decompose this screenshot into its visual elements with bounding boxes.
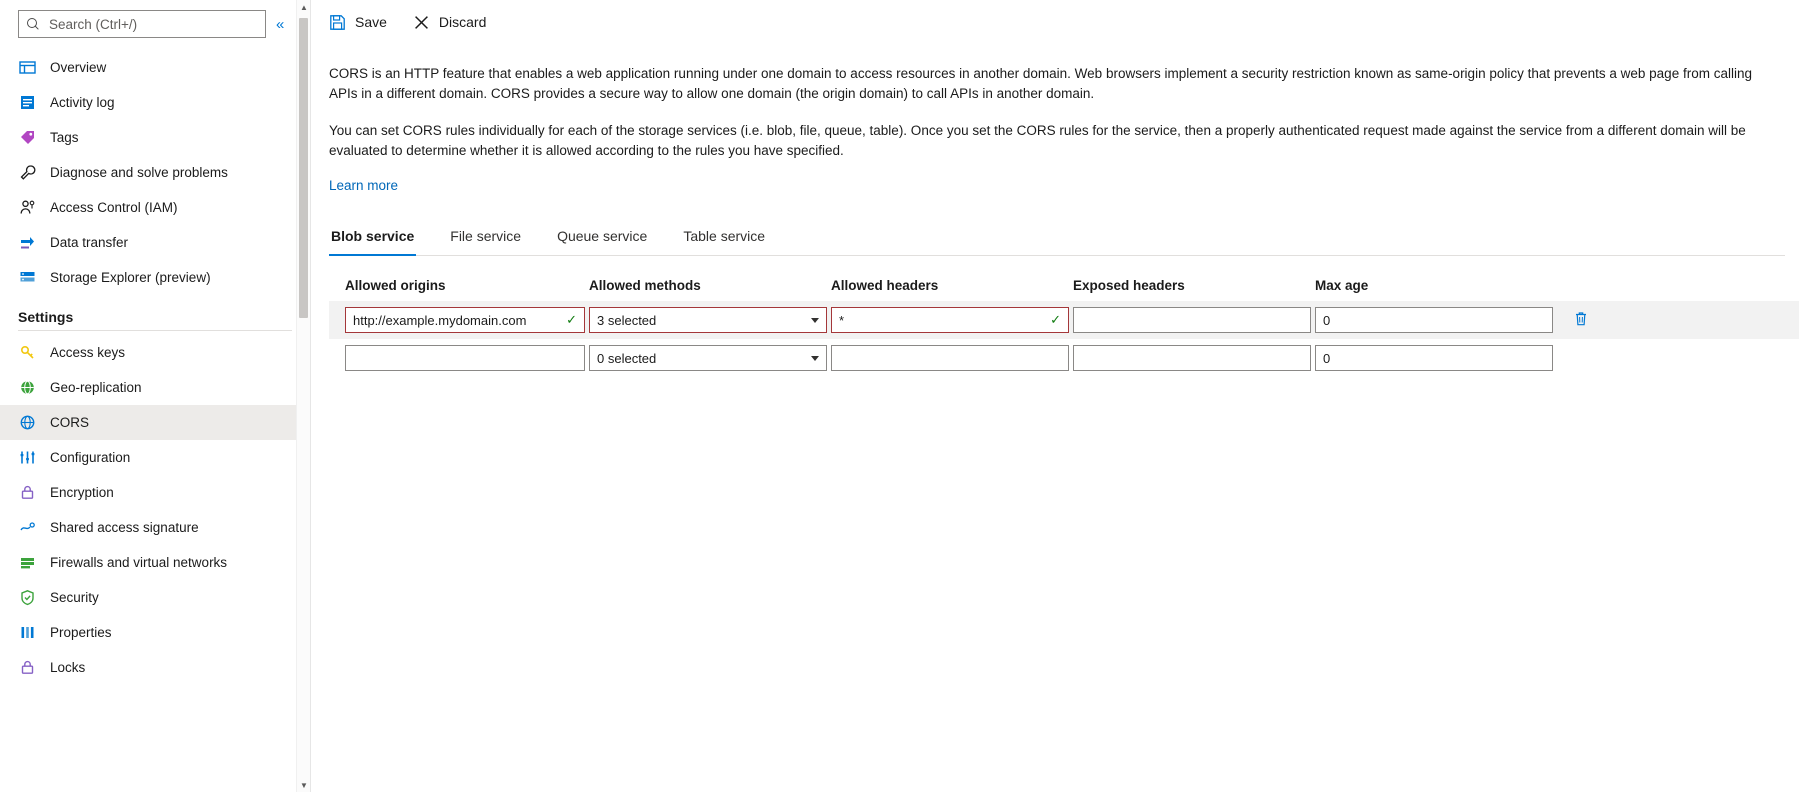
sidebar-item-diagnose-and-solve-problems[interactable] [0, 155, 310, 190]
sidebar-item-label: Shared access signature [50, 520, 199, 535]
sidebar-item-geo-replication[interactable] [0, 370, 310, 405]
tab-label: Queue service [557, 228, 648, 244]
cell-allowed-methods [589, 307, 827, 333]
sidebar-item-access-keys[interactable] [0, 335, 310, 370]
cell-max-age [1315, 345, 1553, 371]
delete-icon[interactable] [1573, 310, 1589, 330]
sidebar-item-label: Overview [50, 60, 107, 75]
table-row [329, 301, 1799, 339]
cell-exposed-headers [1073, 307, 1311, 333]
tab-blob-service[interactable] [329, 222, 416, 255]
tab-table-service[interactable] [681, 222, 767, 255]
scroll-down-icon[interactable]: ▼ [300, 780, 308, 790]
tab-label: File service [450, 228, 522, 244]
search-box[interactable] [18, 10, 266, 38]
sidebar-item-label: Storage Explorer (preview) [50, 270, 211, 285]
sidebar-item-label: Locks [50, 660, 86, 675]
activity-log-icon [18, 93, 37, 112]
service-tabs [329, 222, 1785, 256]
column-header-max-age: Max age [1315, 278, 1369, 293]
sidebar-item-access-control-iam[interactable] [0, 190, 310, 225]
column-header-exposed-headers: Exposed headers [1073, 278, 1185, 293]
chevron-down-icon [811, 318, 819, 323]
tab-file-service[interactable] [448, 222, 523, 255]
max-age-input[interactable] [1315, 345, 1553, 371]
sidebar-item-label: Configuration [50, 450, 131, 465]
sidebar-section-settings-title: Settings [18, 309, 74, 325]
column-header-allowed-methods: Allowed methods [589, 278, 701, 293]
lock-closed-icon [18, 658, 37, 677]
sidebar-search-row [0, 0, 310, 46]
sidebar-item-firewalls-and-virtual-networks[interactable] [0, 545, 310, 580]
discard-button[interactable] [413, 14, 486, 31]
sidebar-item-properties[interactable] [0, 615, 310, 650]
cell-allowed-origins [345, 345, 585, 371]
cell-allowed-origins [345, 307, 585, 333]
sidebar-item-label: Tags [50, 130, 79, 145]
shield-icon [18, 588, 37, 607]
command-bar [311, 0, 1810, 44]
sidebar-item-cors[interactable] [0, 405, 310, 440]
sidebar-item-tags[interactable] [0, 120, 310, 155]
cell-delete [1561, 310, 1601, 330]
storage-explorer-icon [18, 268, 37, 287]
exposed-headers-input[interactable] [1073, 345, 1311, 371]
signature-icon [18, 518, 37, 537]
sidebar-item-shared-access-signature[interactable] [0, 510, 310, 545]
column-header-allowed-headers: Allowed headers [831, 278, 939, 293]
allowed-headers-value: * [839, 312, 845, 328]
sidebar-item-label: Firewalls and virtual networks [50, 555, 228, 570]
sidebar-divider [18, 330, 292, 331]
close-icon [413, 14, 430, 31]
collapse-sidebar-button[interactable]: « [276, 15, 285, 33]
sliders-icon [18, 448, 37, 467]
tags-icon [18, 128, 37, 147]
sidebar-item-label: Security [50, 590, 99, 605]
sidebar-scrollbar[interactable] [296, 0, 310, 792]
sidebar-item-encryption[interactable] [0, 475, 310, 510]
key-icon [18, 343, 37, 362]
allowed-origins-input[interactable] [345, 307, 585, 333]
tab-label: Table service [683, 228, 766, 244]
sidebar-item-label: Access Control (IAM) [50, 200, 178, 215]
column-header-allowed-origins: Allowed origins [345, 278, 446, 293]
learn-more-link[interactable]: Learn more [329, 178, 399, 193]
allowed-headers-input[interactable] [831, 307, 1069, 333]
cors-description-paragraph-2: You can set CORS rules individually for each of the storage services (i.e. blob, file, queue, table). Once you set the CORS rules for the service, then a properly authenticated request made against the service from a different domain will be evaluated to determine whether it is allowed according to the rules you have specified. [329, 123, 1746, 158]
tab-queue-service[interactable] [555, 222, 649, 255]
cell-allowed-headers [831, 345, 1069, 371]
sidebar-item-activity-log[interactable] [0, 85, 310, 120]
scroll-up-icon[interactable]: ▲ [300, 2, 308, 12]
globe-icon [18, 378, 37, 397]
allowed-origins-value: http://example.mydomain.com [353, 312, 527, 328]
allowed-origins-input[interactable] [345, 345, 585, 371]
sidebar-item-data-transfer[interactable] [0, 225, 310, 260]
sidebar-item-locks[interactable] [0, 650, 310, 685]
table-header-row [329, 278, 1799, 301]
valid-check-icon: ✓ [566, 312, 577, 327]
sidebar-item-label: Access keys [50, 345, 126, 360]
sidebar-nav-settings [0, 335, 310, 685]
sidebar-item-label: CORS [50, 415, 90, 430]
properties-icon [18, 623, 37, 642]
lock-icon [18, 483, 37, 502]
allowed-methods-value: 3 selected [597, 312, 657, 328]
wrench-icon [18, 163, 37, 182]
tab-label: Blob service [331, 228, 415, 244]
sidebar-item-overview[interactable] [0, 50, 310, 85]
sidebar-item-label: Data transfer [50, 235, 129, 250]
table-row [329, 339, 1799, 377]
allowed-headers-input[interactable] [831, 345, 1069, 371]
cors-description-paragraph-1: CORS is an HTTP feature that enables a web application running under one domain to access resources in another domain. Web browsers implement a security restriction known as same-origin policy that prevents a web page from calling APIs in a different domain. CORS provides a secure way to allow one domain (the origin domain) to call APIs in another domain. [329, 66, 1752, 101]
firewall-icon [18, 553, 37, 572]
search-input[interactable] [47, 16, 257, 33]
cell-allowed-methods [589, 345, 827, 371]
max-age-value: 0 [1323, 350, 1331, 366]
exposed-headers-input[interactable] [1073, 307, 1311, 333]
sidebar-item-storage-explorer-preview[interactable] [0, 260, 310, 295]
save-icon [329, 14, 346, 31]
valid-check-icon: ✓ [1050, 312, 1061, 327]
sidebar-item-label: Encryption [50, 485, 114, 500]
search-icon [27, 18, 40, 31]
sidebar-nav-primary [0, 50, 310, 295]
data-transfer-icon [18, 233, 37, 252]
save-label: Save [355, 14, 387, 30]
sidebar-item-label: Diagnose and solve problems [50, 165, 228, 180]
discard-label: Discard [438, 14, 487, 30]
max-age-input[interactable] [1315, 307, 1553, 333]
sidebar-item-label: Activity log [50, 95, 115, 110]
allowed-methods-dropdown[interactable] [589, 345, 827, 371]
save-button[interactable] [329, 14, 387, 31]
cell-allowed-headers [831, 307, 1069, 333]
sidebar [0, 0, 311, 792]
max-age-value: 0 [1323, 312, 1331, 328]
cell-max-age [1315, 307, 1553, 333]
sidebar-item-label: Geo-replication [50, 380, 142, 395]
allowed-methods-value: 0 selected [597, 350, 657, 366]
main-content [311, 0, 1810, 792]
cell-exposed-headers [1073, 345, 1311, 371]
person-key-icon [18, 198, 37, 217]
sidebar-item-security[interactable] [0, 580, 310, 615]
cors-content [311, 64, 1810, 377]
overview-icon [18, 58, 37, 77]
allowed-methods-dropdown[interactable] [589, 307, 827, 333]
cors-rules-table [329, 278, 1799, 377]
scrollbar-thumb[interactable] [299, 18, 308, 318]
chevron-down-icon [811, 356, 819, 361]
sidebar-item-configuration[interactable] [0, 440, 310, 475]
sidebar-item-label: Properties [50, 625, 112, 640]
cors-icon [18, 413, 37, 432]
